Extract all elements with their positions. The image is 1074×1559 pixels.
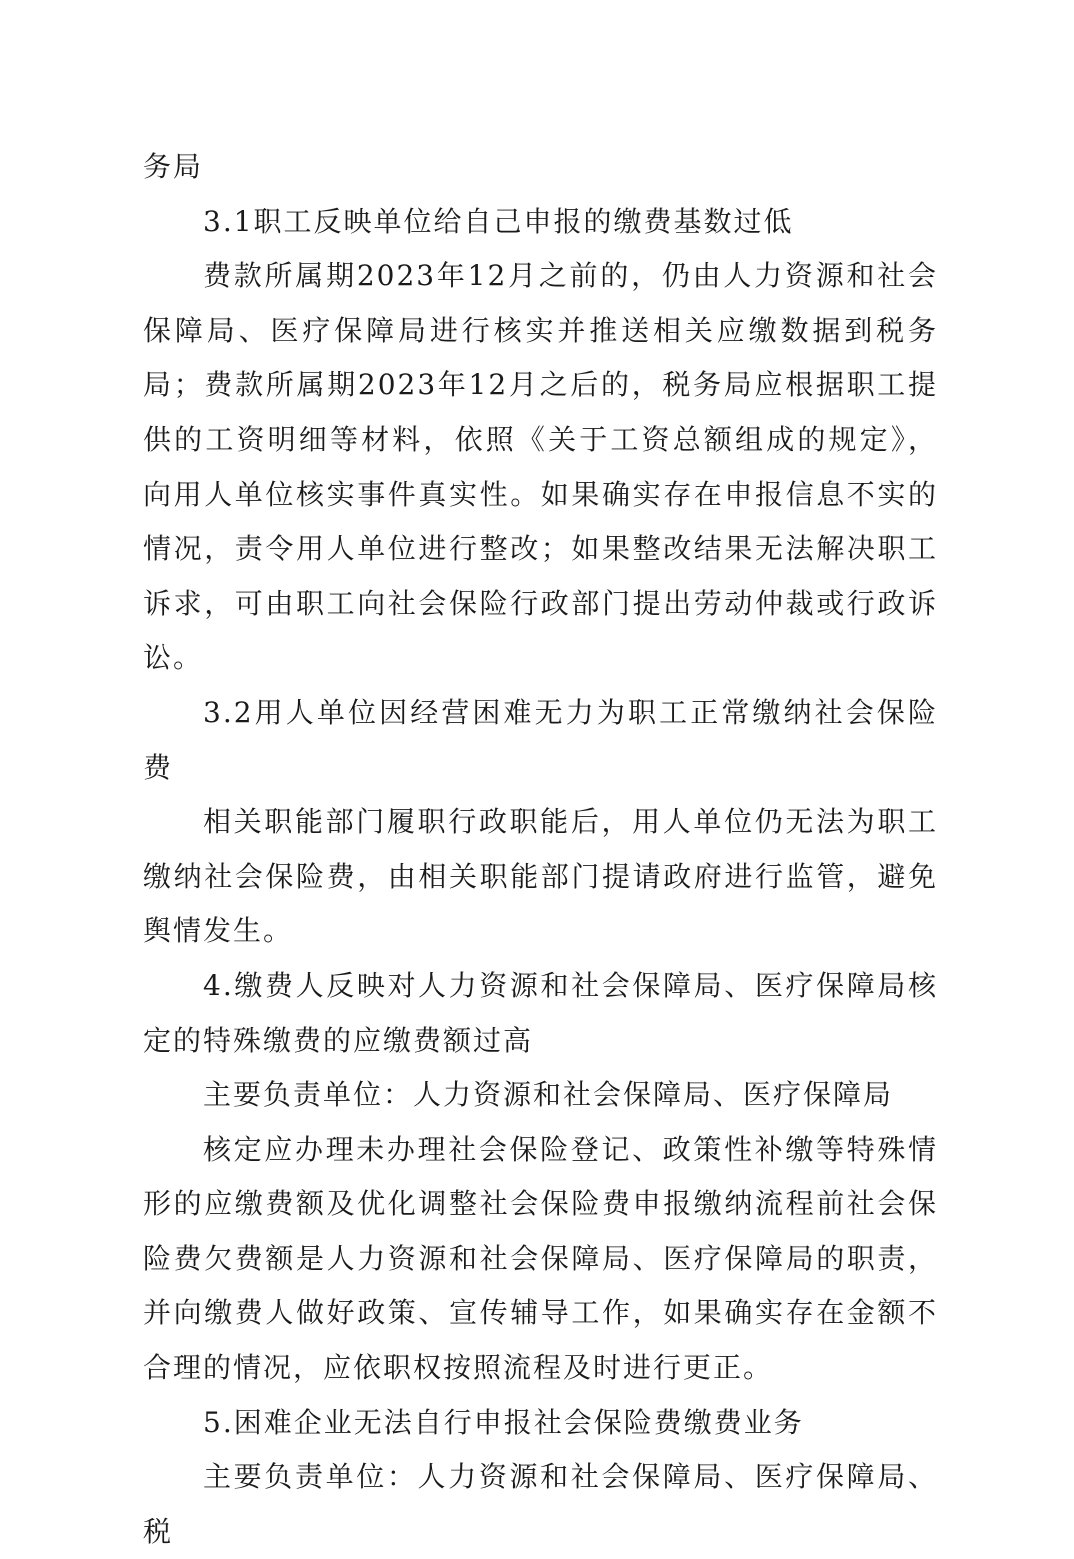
paragraph-continuation: 务局 [143,150,204,183]
section-heading-5: 5.困难企业无法自行申报社会保险费缴费业务 [203,1405,804,1439]
paragraph-3-1-body: 费款所属期2023年12月之前的，仍由人力资源和社会保障局、医疗保障局进行核实并推送相关应缴数据到税务局；费款所属期2023年12月之后的，税务局应根据职工提供的工资明细等材料，依照《关于工资总额组成的规定》，向用人单位核实事件真实性。如果确实存在申报信息不实的情况，责令用人单位进行整改；如果整改结果无法解决职工诉求，可由职工向社会保险行政部门提出劳动仲裁或行政诉讼。 [143,259,938,675]
section-heading-3-2: 3.2用人单位因经营困难无力为职工正常缴纳社会保险费 [143,695,938,784]
responsible-unit-4: 主要负责单位：人力资源和社会保障局、医疗保障局 [203,1078,894,1112]
paragraph-3-2-body: 相关职能部门履职行政职能后，用人单位仍无法为职工缴纳社会保险费，由相关职能部门提请政府进行监管，避免舆情发生。 [143,805,938,948]
document-body [143,140,938,1559]
paragraph-4-body: 核定应办理未办理社会保险登记、政策性补缴等特殊情形的应缴费额及优化调整社会保险费申报缴纳流程前社会保险费欠费额是人力资源和社会保障局、医疗保障局的职责，并向缴费人做好政策、宣传辅导工作，如果确实存在金额不合理的情况，应依职权按照流程及时进行更正。 [143,1132,938,1385]
section-heading-4: 4.缴费人反映对人力资源和社会保障局、医疗保障局核定的特殊缴费的应缴费额过高 [143,968,938,1057]
responsible-unit-5: 主要负责单位：人力资源和社会保障局、医疗保障局、税 [143,1460,938,1548]
section-heading-3-1: 3.1职工反映单位给自己申报的缴费基数过低 [203,204,794,238]
